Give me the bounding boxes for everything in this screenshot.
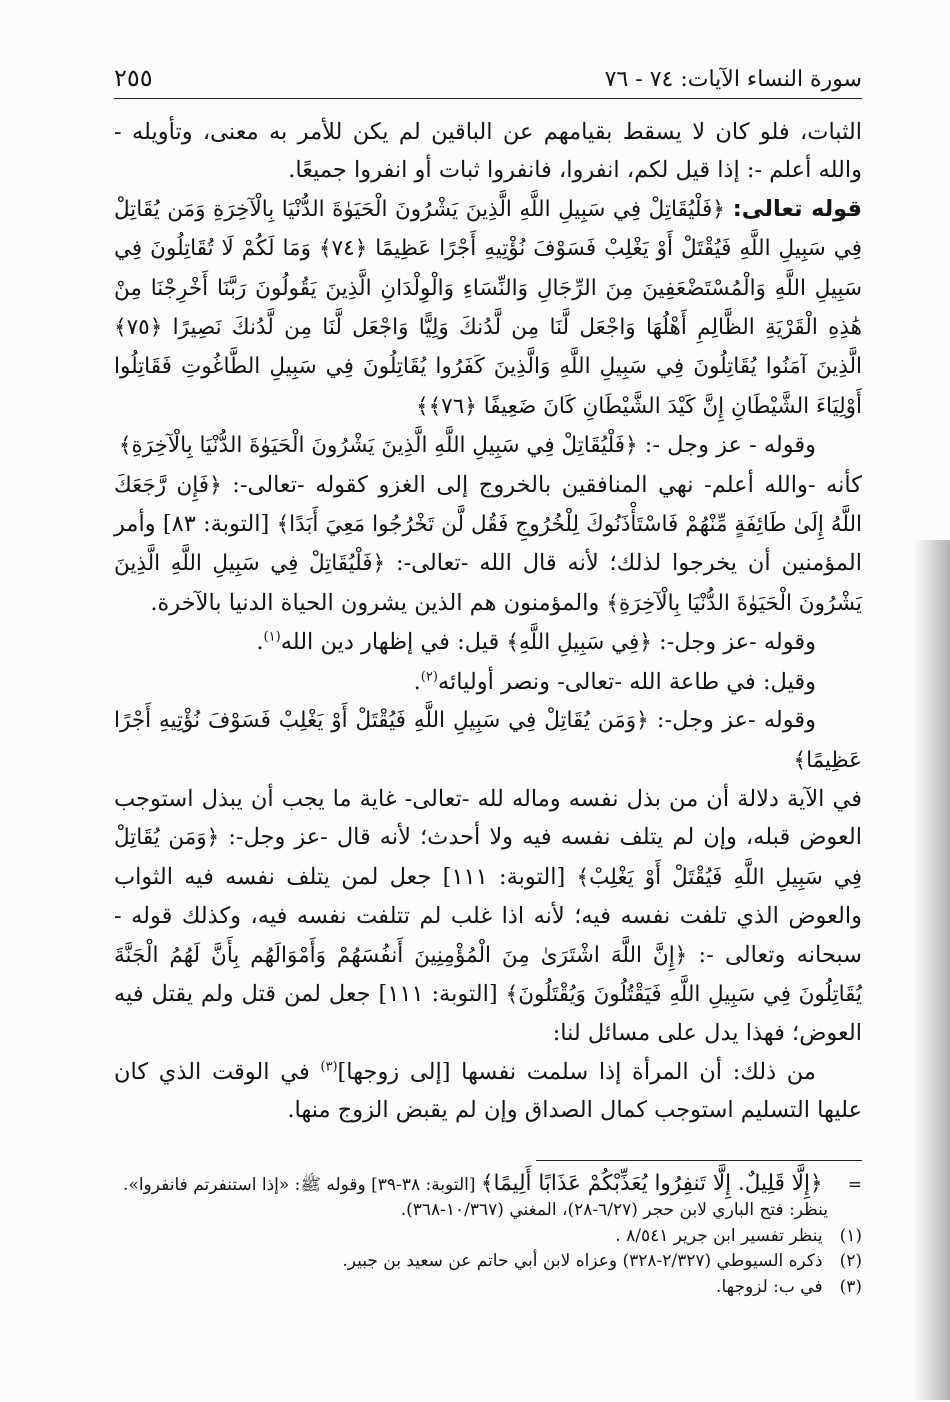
paragraph-3: [114, 426, 862, 465]
footnote-1-marker: (١): [839, 1225, 862, 1246]
paragraph-1-text: الثبات، فلو كان لا يسقط بقيامهم عن الباقين لم يكن للأمر به معنى، وتأويله - والله أعلم -: إذا قيل لكم، انفروا، فانفروا ثبات أو انفروا جميعًا.: [114, 119, 862, 184]
verse-intro-label: قوله تعالى:: [732, 195, 863, 222]
quran-quote: ﴿فَلْيُقَاتِلْ فِي سَبِيلِ اللَّهِ الَّذِينَ يَشْرُونَ الْحَيَوٰةَ الدُّنْيَا بِالْآخِرَةِ﴾: [114, 551, 862, 616]
quran-quote: ﴿وَمَن يُقَاتِلْ فِي سَبِيلِ اللَّهِ فَيُقْتَلْ أَوْ يَغْلِبْ فَسَوْفَ نُؤْتِيهِ أَجْرًا عَظِيمًا﴾: [114, 708, 862, 773]
paragraph-8: [114, 780, 862, 1053]
page-header: [114, 48, 862, 99]
main-text: [114, 113, 862, 1130]
quran-quote: ﴿إِنَّ اللَّهَ اشْتَرَىٰ مِنَ الْمُؤْمِنِينَ أَنفُسَهُمْ وَأَمْوَالَهُم بِأَنَّ لَهُمُ الْجَنَّةَ يُقَاتِلُونَ فِي سَبِيلِ اللَّهِ فَيَقْتُلُونَ وَيُقْتَلُونَ﴾: [114, 942, 863, 1007]
running-title: سورة النساء الآيات: ٧٤ - ٧٦: [604, 67, 862, 92]
paragraph-3-text: وقوله - عز وجل -:: [644, 432, 816, 459]
paragraph-1: [114, 113, 862, 190]
paragraph-4: [114, 466, 862, 624]
paragraph-9-text-b: في الوقت الذي كان عليها التسليم استوجب كمال الصداق وإن لم يقبض الزوج منها.: [114, 1058, 862, 1124]
paragraph-7: [114, 701, 862, 780]
footnote-2-text: ذكره السيوطي (٢/٣٢٧-٣٢٨) وعزاه لابن أبي حاتم عن سعيد بن جبير.: [342, 1251, 823, 1272]
paragraph-8-text-c: [التوبة: ١١١] جعل لمن قتل ولم يقتل فيه العوض؛ فهذا يدل على مسائل لنا:: [114, 980, 862, 1047]
paragraph-6-text-a: وقيل: في طاعة الله -تعالى- ونصر أوليائه: [437, 668, 816, 695]
footnote-1: [114, 1224, 862, 1250]
paragraph-4-text-b: [التوبة: ٨٣] وأمر المؤمنين أن يخرجوا لذلك؛ لأنه قال الله -تعالى-:: [114, 511, 862, 577]
footnote-quran-quote: ﴿إِلَّا قَلِيلٌ. إِلَّا تَنفِرُوا يُعَذِّبْكُمْ عَذَابًا أَلِيمًا﴾: [480, 1170, 823, 1196]
paragraph-4-text-c: والمؤمنون هم الذين يشرون الحياة الدنيا بالآخرة.: [150, 589, 600, 616]
footnote-1-text: ينظر تفسير ابن جرير ٨/٥٤١ .: [615, 1225, 823, 1246]
paragraph-6: [114, 663, 862, 701]
page-number: ٢٥٥: [114, 64, 153, 92]
quran-verse-block: ﴿فَلْيُقَاتِلْ فِي سَبِيلِ اللَّهِ الَّذِينَ يَشْرُونَ الْحَيَوٰةَ الدُّنْيَا بِالْآخِرَةِ وَمَن يُقَاتِلْ فِي سَبِيلِ اللَّهِ فَيُقْتَلْ أَوْ يَغْلِبْ فَسَوْفَ نُؤْتِيهِ أَجْرًا عَظِيمًا ﴿٧٤﴾ وَمَا لَكُمْ لَا تُقَاتِلُونَ فِي سَبِيلِ اللَّهِ وَالْمُسْتَضْعَفِينَ مِنَ الرِّجَالِ وَالنِّسَاءِ وَالْوِلْدَانِ الَّذِينَ يَقُولُونَ رَبَّنَا أَخْرِجْنَا مِنْ هَٰذِهِ الْقَرْيَةِ الظَّالِمِ أَهْلُهَا وَاجْعَل لَّنَا مِن لَّدُنكَ وَلِيًّا وَاجْعَل لَّنَا مِن لَّدُنكَ نَصِيرًا ﴿٧٥﴾ الَّذِينَ آمَنُوا يُقَاتِلُونَ فِي سَبِيلِ اللَّهِ وَالَّذِينَ كَفَرُوا يُقَاتِلُونَ فِي سَبِيلِ الطَّاغُوتِ فَقَاتِلُوا أَوْلِيَاءَ الشَّيْطَانِ إِنَّ كَيْدَ الشَّيْطَانِ كَانَ ضَعِيفًا ﴿٧٦﴾﴾: [114, 196, 862, 419]
footnote-3-text: في ب: لزوجها.: [716, 1276, 823, 1297]
continuation-marker: =: [847, 1174, 862, 1195]
quran-quote: ﴿فِي سَبِيلِ اللَّهِ﴾: [506, 630, 652, 656]
paragraph-4-text-a: كأنه -والله أعلم- نهي المنافقين بالخروج إلى الغزو كقوله -تعالى-:: [232, 471, 863, 498]
paragraph-5-text-a: وقوله -عز وجل-:: [659, 629, 816, 656]
footnote-3-marker: (٣): [839, 1276, 862, 1297]
paragraph-7-text: وقوله -عز وجل-:: [656, 707, 816, 734]
footnote-continuation-line-2: [114, 1198, 862, 1224]
paragraph-5-text-c: .: [256, 629, 264, 656]
paragraph-8-text-a: في الآية دلالة أن من بذل نفسه وماله لله -تعالى- غاية ما يجب أن يبذل استوجب العوض قبله، وإن لم يتلف نفسه فيه ولا أحدث؛ لأنه قال -عز وجل-:: [114, 785, 863, 851]
quran-quote: ﴿فَلْيُقَاتِلْ فِي سَبِيلِ اللَّهِ الَّذِينَ يَشْرُونَ الْحَيَوٰةَ الدُّنْيَا بِالْآخِرَةِ﴾: [118, 433, 638, 459]
footnote-continuation: [114, 1171, 862, 1199]
paragraph-6-text-b: .: [413, 668, 421, 695]
footnote-continuation-text: [التوبة: ٣٨-٣٩] وقوله ﷺ: «إذا استنفرتم فانفروا».: [123, 1174, 476, 1195]
paragraph-9-text-a: من ذلك: أن المرأة إذا سلمت نفسها [إلى زوجها]: [337, 1058, 816, 1085]
footnote-ref-3: (٣): [320, 1059, 338, 1075]
quran-quote: ﴿فَإِن رَّجَعَكَ اللَّهُ إِلَىٰ طَائِفَةٍ مِّنْهُمْ فَاسْتَأْذَنُوكَ لِلْخُرُوجِ فَقُل لَّن تَخْرُجُوا مَعِيَ أَبَدًا﴾: [114, 472, 863, 538]
footnote-2: [114, 1249, 862, 1275]
footnote-2-marker: (٢): [839, 1251, 862, 1272]
book-page: [114, 48, 862, 1368]
footnotes: [114, 1160, 862, 1301]
paragraph-9: [114, 1053, 862, 1130]
footnote-divider: [536, 1160, 862, 1161]
paragraph-8-text-b: [التوبة: ١١١] جعل لمن يتلف نفسه فيه الثواب والعوض الذي تلفت نفسه فيه؛ لأنه اذا غلب لم تتلفت نفسه فيه، وكذلك قوله - سبحانه وتعالى -:: [114, 863, 862, 968]
footnote-continuation-text-2: ينظر: فتح الباري لابن حجر (٦/٢٧-٢٨)، المغني (١٠/٣٦٧-٣٦٨).: [400, 1200, 828, 1221]
scan-edge-shadow: [914, 540, 950, 1400]
quran-quote: ﴿وَمَن يُقَاتِلْ فِي سَبِيلِ اللَّهِ فَيُقْتَلْ أَوْ يَغْلِبْ﴾: [114, 825, 862, 890]
footnote-ref-1: (١): [263, 629, 281, 645]
footnote-3: [114, 1275, 862, 1301]
footnote-ref-2: (٢): [420, 669, 438, 685]
paragraph-5: [114, 623, 862, 662]
paragraph-5-text-b: قيل: في إظهار دين الله: [280, 629, 500, 656]
paragraph-2: [114, 190, 862, 426]
